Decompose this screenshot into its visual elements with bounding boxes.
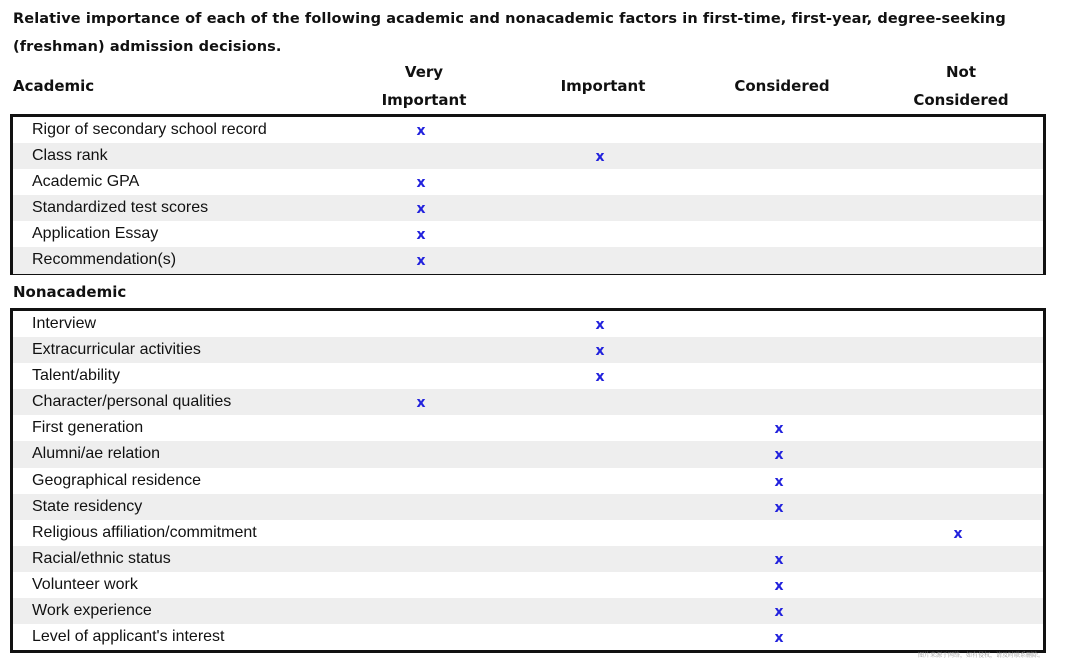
rating-mark: x bbox=[774, 473, 784, 490]
factor-label: Class rank bbox=[32, 147, 108, 165]
not-considered-header-line2: Considered bbox=[913, 91, 1009, 109]
factor-label: Rigor of secondary school record bbox=[32, 121, 267, 138]
very-important-header-line2: Important bbox=[381, 91, 467, 109]
watermark-text: 图片来源于网络，如有侵权，请及时联系删除。 bbox=[918, 652, 1045, 659]
rating-mark: x bbox=[416, 201, 426, 218]
table-row bbox=[13, 247, 1043, 273]
rating-mark: x bbox=[416, 253, 426, 270]
factor-label: Talent/ability bbox=[32, 367, 121, 385]
very-important-header-line1: Very bbox=[404, 63, 444, 81]
table-row bbox=[13, 311, 1043, 337]
factor-label: First generation bbox=[32, 419, 144, 437]
rating-mark: x bbox=[774, 447, 784, 464]
factor-label: Interview bbox=[32, 315, 97, 332]
rating-mark: x bbox=[416, 227, 426, 244]
rating-mark: x bbox=[595, 149, 605, 166]
rating-mark: x bbox=[774, 604, 784, 621]
rating-mark: x bbox=[416, 175, 426, 192]
table-row bbox=[13, 572, 1043, 598]
not-considered-header-line1: Not bbox=[945, 63, 977, 81]
factor-label: Application Essay bbox=[32, 225, 159, 243]
table-row bbox=[13, 337, 1043, 363]
factor-label: Extracurricular activities bbox=[32, 341, 201, 359]
factor-label: Alumni/ae relation bbox=[32, 445, 161, 463]
table-row bbox=[13, 598, 1043, 624]
not-considered-column-header bbox=[881, 58, 1041, 114]
academic-factors-table bbox=[10, 114, 1046, 275]
rating-mark: x bbox=[595, 369, 605, 386]
table-row bbox=[13, 389, 1043, 415]
factor-label: Geographical residence bbox=[32, 471, 201, 489]
factor-label: Volunteer work bbox=[32, 575, 138, 593]
table-row bbox=[13, 195, 1043, 221]
table-row bbox=[13, 415, 1043, 441]
rating-mark: x bbox=[416, 395, 426, 412]
table-row bbox=[13, 468, 1043, 494]
table-row bbox=[13, 221, 1043, 247]
rating-mark: x bbox=[774, 421, 784, 438]
rating-mark: x bbox=[774, 551, 784, 568]
factor-label: Character/personal qualities bbox=[32, 393, 232, 411]
table-row bbox=[13, 143, 1043, 169]
nonacademic-section-label: Nonacademic bbox=[13, 283, 127, 301]
table-row bbox=[13, 494, 1043, 520]
table-row bbox=[13, 441, 1043, 467]
factor-label: Work experience bbox=[32, 602, 152, 620]
important-column-header: Important bbox=[560, 77, 646, 95]
rating-mark: x bbox=[774, 630, 784, 647]
considered-column-header: Considered bbox=[734, 77, 830, 95]
rating-mark: x bbox=[416, 123, 426, 139]
factor-label: Level of applicant's interest bbox=[32, 628, 225, 646]
table-row bbox=[13, 117, 1043, 143]
rating-mark: x bbox=[595, 317, 605, 333]
nonacademic-factors-table bbox=[10, 308, 1046, 653]
rating-mark: x bbox=[774, 577, 784, 594]
rating-mark: x bbox=[774, 499, 784, 516]
factor-label: Religious affiliation/commitment bbox=[32, 523, 257, 541]
table-row bbox=[13, 169, 1043, 195]
factor-label: Standardized test scores bbox=[32, 199, 209, 217]
table-row bbox=[13, 520, 1043, 546]
rating-mark: x bbox=[595, 343, 605, 360]
table-title: Relative importance of each of the following academic and nonacademic factors in first-time, first-year, degree-seeking (freshman) admission decisions. bbox=[13, 11, 1006, 55]
table-row bbox=[13, 546, 1043, 572]
factor-label: Recommendation(s) bbox=[32, 251, 177, 269]
factor-label: Racial/ethnic status bbox=[32, 549, 171, 567]
academic-column-header: Academic bbox=[13, 77, 95, 95]
table-row bbox=[13, 363, 1043, 389]
very-important-column-header bbox=[344, 58, 504, 114]
rating-mark: x bbox=[953, 525, 963, 542]
factor-label: State residency bbox=[32, 497, 143, 515]
table-row bbox=[13, 624, 1043, 650]
factor-label: Academic GPA bbox=[32, 173, 140, 191]
